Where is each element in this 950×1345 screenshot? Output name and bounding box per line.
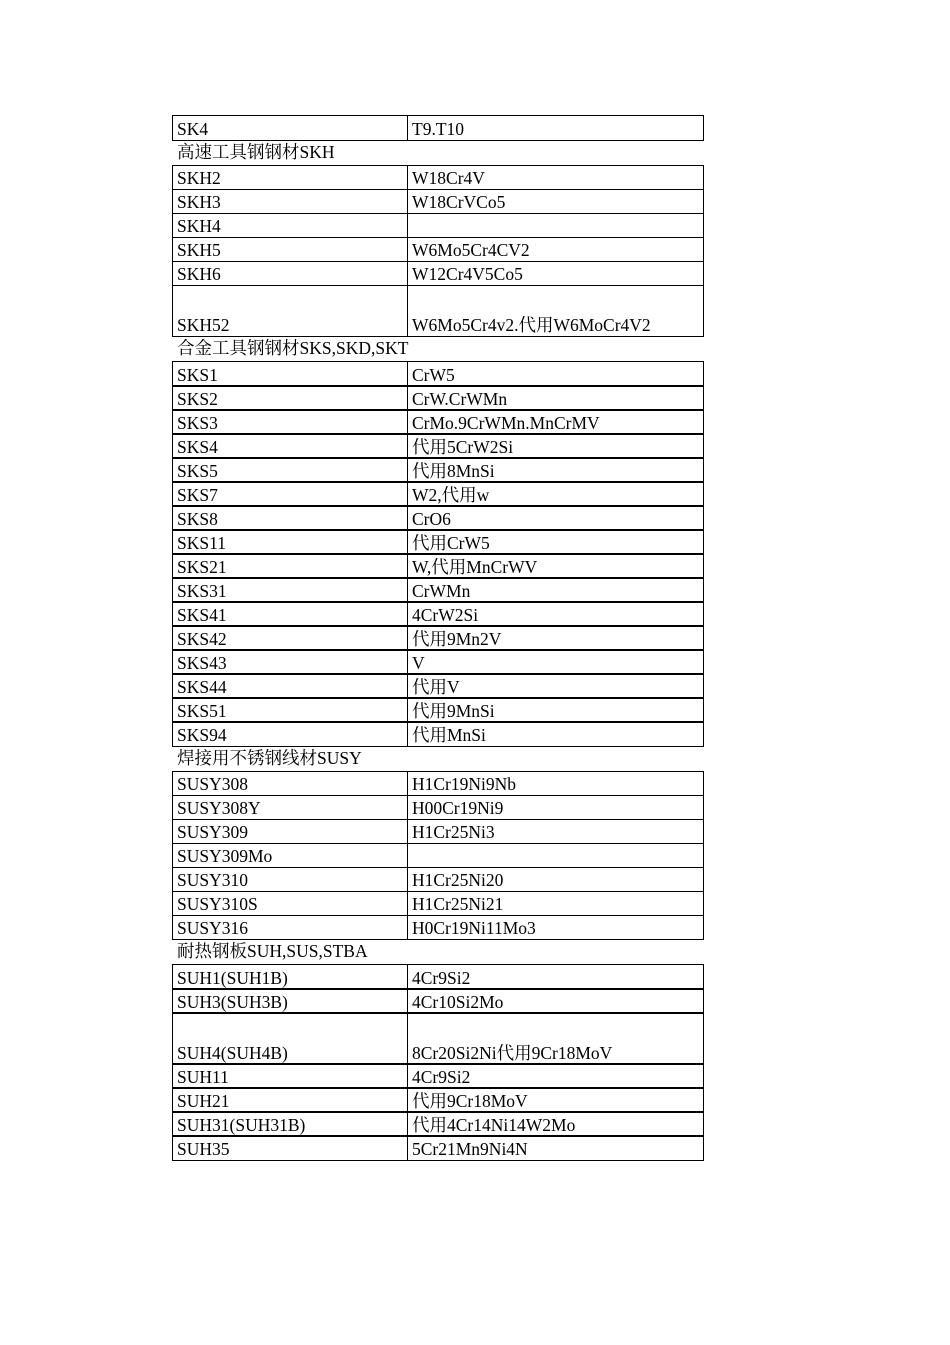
- jis-grade-cell: SKS31: [173, 578, 408, 602]
- chinese-equivalent-cell: [408, 214, 703, 238]
- chinese-equivalent-cell: 代用9MnSi: [412, 700, 495, 721]
- chinese-equivalent-cell: CrO6: [412, 508, 451, 529]
- jis-grade-cell: SKS11: [173, 530, 408, 554]
- table-row: [172, 697, 704, 723]
- jis-grade-cell: SKH3: [173, 190, 408, 214]
- chinese-equivalent-cell: H1Cr25Ni20: [412, 870, 504, 891]
- chinese-equivalent-cell: 代用CrW5: [412, 532, 490, 553]
- table-row: [172, 457, 704, 483]
- table-row: [172, 261, 704, 287]
- table-row: [172, 673, 704, 699]
- chinese-equivalent-cell: 代用MnSi: [412, 724, 486, 745]
- table-row: [172, 189, 704, 215]
- chinese-equivalent-cell: CrW5: [412, 364, 455, 385]
- jis-grade-cell: SKS8: [173, 506, 408, 530]
- chinese-equivalent-cell: H1Cr25Ni21: [412, 894, 504, 915]
- jis-grade-cell: SUSY310S: [173, 892, 408, 916]
- jis-grade-cell: SKS51: [173, 698, 408, 722]
- table-row: [172, 409, 704, 435]
- chinese-equivalent-cell: 4CrW2Si: [412, 604, 479, 625]
- table-row: [172, 213, 704, 239]
- chinese-equivalent-cell: [408, 844, 703, 868]
- chinese-equivalent-cell: 5Cr21Mn9Ni4N: [412, 1138, 528, 1159]
- table-row: [172, 505, 704, 531]
- table-row: [172, 385, 704, 411]
- chinese-equivalent-cell: 4Cr9Si2: [412, 967, 471, 988]
- jis-grade-cell: SKH2: [173, 166, 408, 190]
- chinese-equivalent-cell: W12Cr4V5Co5: [412, 264, 523, 285]
- table-row: [172, 1087, 704, 1113]
- chinese-equivalent-cell: 代用9Mn2V: [412, 628, 502, 649]
- grade-table: [172, 771, 704, 941]
- chinese-equivalent-cell: 4Cr10Si2Mo: [412, 991, 504, 1012]
- jis-grade-cell: SKS5: [173, 458, 408, 482]
- chinese-equivalent-cell: W6Mo5Cr4v2.代用W6MoCr4V2: [412, 315, 651, 336]
- jis-grade-cell: SUH31(SUH31B): [173, 1112, 408, 1136]
- jis-grade-cell: SKS7: [173, 482, 408, 506]
- chinese-equivalent-cell: W18Cr4V: [412, 168, 485, 189]
- section-heading: 高速工具钢钢材SKH: [177, 141, 335, 162]
- jis-grade-cell: SKS21: [173, 554, 408, 578]
- chinese-equivalent-cell: H1Cr25Ni3: [412, 822, 495, 843]
- jis-grade-cell: SUH3(SUH3B): [173, 989, 408, 1013]
- jis-grade-cell: SUH4(SUH4B): [173, 1013, 408, 1064]
- table-row: [172, 891, 704, 917]
- table-row: [172, 433, 704, 459]
- table-row: [172, 988, 704, 1014]
- chinese-equivalent-cell: 代用4Cr14Ni14W2Mo: [412, 1114, 576, 1135]
- jis-grade-cell: SUSY310: [173, 868, 408, 892]
- table-row: [172, 915, 704, 941]
- grade-table: [172, 115, 704, 141]
- table-row: [172, 1111, 704, 1137]
- jis-grade-cell: SUH35: [173, 1136, 408, 1160]
- jis-grade-cell: SK4: [173, 116, 408, 140]
- chinese-equivalent-cell: CrW.CrWMn: [412, 388, 508, 409]
- grade-table: [172, 964, 704, 1161]
- jis-grade-cell: SKH4: [173, 214, 408, 238]
- table-row: [172, 165, 704, 191]
- chinese-equivalent-cell: T9.T10: [412, 118, 465, 139]
- jis-grade-cell: SKS2: [173, 386, 408, 410]
- grade-table: [172, 165, 704, 338]
- section-heading: 焊接用不锈钢线材SUSY: [177, 747, 362, 768]
- table-row: [172, 529, 704, 555]
- jis-grade-cell: SUH1(SUH1B): [173, 965, 408, 989]
- steel-grade-comparison-sheet: [172, 115, 704, 1161]
- table-row: [172, 577, 704, 603]
- jis-grade-cell: SUSY316: [173, 916, 408, 940]
- table-row: [172, 1012, 704, 1065]
- jis-grade-cell: SKH52: [173, 286, 408, 337]
- section-heading: 合金工具钢钢材SKS,SKD,SKT: [177, 338, 409, 359]
- table-row: [172, 795, 704, 821]
- jis-grade-cell: SKS94: [173, 722, 408, 746]
- jis-grade-cell: SKS43: [173, 650, 408, 674]
- jis-grade-cell: SKH5: [173, 238, 408, 262]
- chinese-equivalent-cell: H0Cr19Ni11Mo3: [412, 918, 536, 939]
- table-row: [172, 819, 704, 845]
- chinese-equivalent-cell: H1Cr19Ni9Nb: [412, 774, 517, 795]
- table-row: [172, 867, 704, 893]
- chinese-equivalent-cell: CrMo.9CrWMn.MnCrMV: [412, 412, 600, 433]
- chinese-equivalent-cell: W,代用MnCrWV: [412, 556, 538, 577]
- chinese-equivalent-cell: W18CrVCo5: [412, 192, 506, 213]
- chinese-equivalent-cell: CrWMn: [412, 580, 471, 601]
- chinese-equivalent-cell: 4Cr9Si2: [412, 1066, 471, 1087]
- table-row: [172, 285, 704, 338]
- table-row: [172, 843, 704, 869]
- chinese-equivalent-cell: 代用8MnSi: [412, 460, 495, 481]
- table-row: [172, 625, 704, 651]
- jis-grade-cell: SUH21: [173, 1088, 408, 1112]
- chinese-equivalent-cell: W2,代用w: [412, 484, 490, 505]
- jis-grade-cell: SKH6: [173, 262, 408, 286]
- chinese-equivalent-cell: H00Cr19Ni9: [412, 798, 504, 819]
- table-row: [172, 361, 704, 387]
- chinese-equivalent-cell: 8Cr20Si2Ni代用9Cr18MoV: [412, 1042, 613, 1063]
- table-row: [172, 1135, 704, 1161]
- table-row: [172, 721, 704, 747]
- table-row: [172, 237, 704, 263]
- table-row: [172, 771, 704, 797]
- chinese-equivalent-cell: 代用9Cr18MoV: [412, 1090, 528, 1111]
- jis-grade-cell: SKS42: [173, 626, 408, 650]
- jis-grade-cell: SKS4: [173, 434, 408, 458]
- table-row: [172, 1063, 704, 1089]
- table-row: [172, 115, 704, 141]
- chinese-equivalent-cell: V: [412, 652, 425, 673]
- table-row: [172, 601, 704, 627]
- jis-grade-cell: SKS41: [173, 602, 408, 626]
- jis-grade-cell: SUSY309: [173, 820, 408, 844]
- chinese-equivalent-cell: W6Mo5Cr4CV2: [412, 240, 530, 261]
- jis-grade-cell: SUH11: [173, 1064, 408, 1088]
- grade-table: [172, 361, 704, 747]
- section-heading: 耐热钢板SUH,SUS,STBA: [177, 941, 368, 962]
- jis-grade-cell: SUSY309Mo: [173, 844, 408, 868]
- jis-grade-cell: SKS44: [173, 674, 408, 698]
- table-row: [172, 649, 704, 675]
- table-row: [172, 553, 704, 579]
- jis-grade-cell: SUSY308Y: [173, 796, 408, 820]
- jis-grade-cell: SUSY308: [173, 772, 408, 796]
- jis-grade-cell: SKS1: [173, 362, 408, 386]
- chinese-equivalent-cell: 代用5CrW2Si: [412, 436, 514, 457]
- jis-grade-cell: SKS3: [173, 410, 408, 434]
- chinese-equivalent-cell: 代用V: [412, 676, 460, 697]
- table-row: [172, 964, 704, 990]
- table-row: [172, 481, 704, 507]
